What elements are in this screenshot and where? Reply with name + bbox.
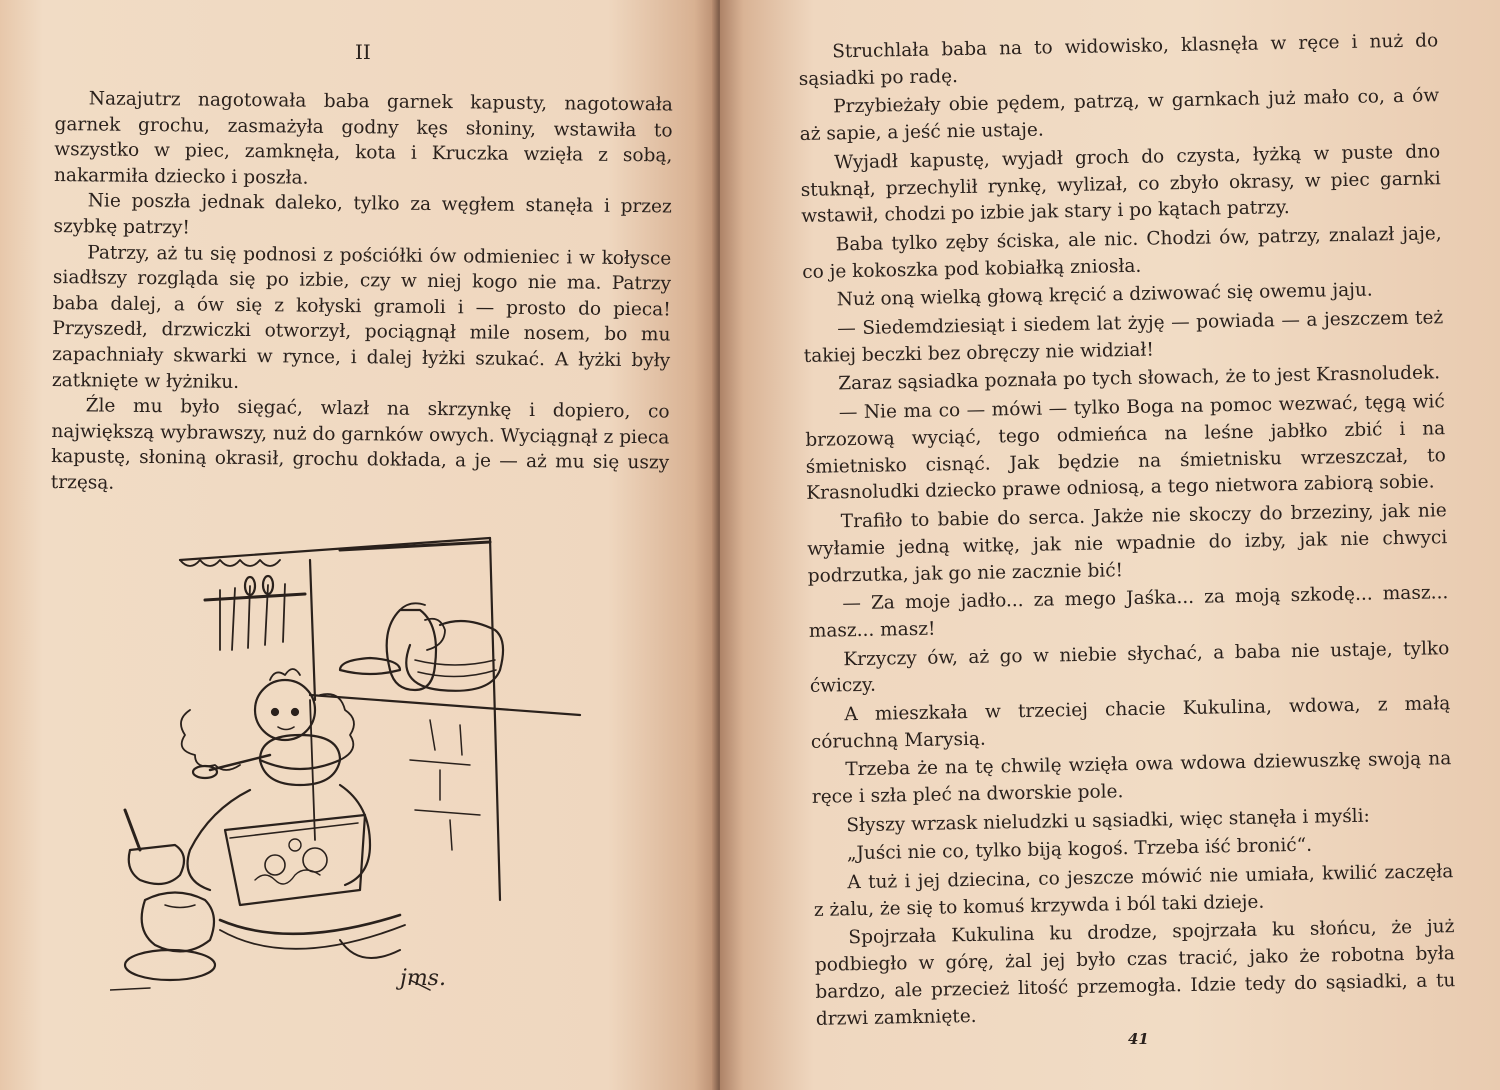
right-paragraph-7: Zaraz sąsiadka poznała po tych słowach, że to jest Krasnoludek. xyxy=(838,362,1441,395)
right-paragraph-17: Spojrzała Kukulina ku drodze, spojrzała ku słońcu, że już podbiegło w górę, żal jej było czas tracić, jako że robotna była bardzo, ale przecież litość przemogła. Idzie tedy do sąsiadki, a tu drzwi zamknięte. xyxy=(814,916,1456,1030)
changeling-eating-illustration xyxy=(110,520,590,1020)
right-paragraph-5: Nuż oną wielką głową kręcić a dziwować się owemu jaju. xyxy=(836,279,1373,311)
left-paragraph-4: Źle mu było sięgać, wlazł na skrzynkę i dopiero, co największą wybrawszy, nuż do garnków owych. Wyciągnął z pieca kapustę, słoniną okrasił, grochu dokłada, a je — aż mu się uszy trzęsą. xyxy=(50,395,670,494)
right-paragraph-2: Przybieżały obie pędem, patrzą, w garnkach już mało co, a ów aż sapie, a jeść nie ustaje. xyxy=(799,85,1440,146)
right-paragraph-4: Baba tylko zęby ściska, ale nic. Chodzi ów, patrzy, znalazł jaje, co je kokoszka pod kobiałką zniosła. xyxy=(802,223,1442,283)
left-page xyxy=(0,0,716,1090)
right-paragraph-8: — Nie ma co — mówi — tylko Boga na pomoc wezwać, tęgą wić brzozową wyciąć, tego odmieńca na leśne jabłko zbić i na śmietnisko cisnąć. Jak będzie na śmietnisku wrzeszczał, to Krasnoludki dziecko prawe odniosą, a tego nietwora zabiorą sobie. xyxy=(805,391,1446,505)
right-paragraph-16: A tuż i jej dziecina, co jeszcze mówić nie umiała, kwilić zaczęła z żalu, że się to komuś krzywda i ból taki dzieje. xyxy=(813,860,1454,921)
right-paragraph-12: A mieszkała w trzeciej chacie Kukulina, wdowa, z małą córuchną Marysią. xyxy=(810,693,1451,753)
chapter-heading: II xyxy=(355,40,371,64)
right-paragraph-13: Trzeba że na tę chwilę wzięła owa wdowa dziewuszkę swoją na ręce i szła pleć na dworskie pole. xyxy=(811,748,1452,808)
right-paragraph-11: Krzyczy ów, aż go w niebie słychać, a baba nie ustaje, tylko ćwiczy. xyxy=(809,637,1450,698)
left-paragraph-3: Patrzy, aż tu się podnosi z pościółki ów odmieniec i w kołysce siadłszy rozgląda się po izbie, czy w niej kogo nie ma. Patrzy baba dalej, a ów się z kołyski gramoli i — prosto do pieca! Przyszedł, drzwiczki otworzył, pociągnął mile nosem, bo mu zapachniały skwarki w rynce, i dalej łyżki szukać. A łyżki były zatknięte w łyżniku. xyxy=(51,241,672,393)
right-paragraph-14: Słyszy wrzask nieludzki u sąsiadki, więc stanęła i myśli: xyxy=(846,805,1370,836)
right-paragraph-1: Struchlała baba na to widowisko, klasnęła w ręce i nuż do sąsiadki po radę. xyxy=(798,30,1439,90)
left-paragraph-1: Nazajutrz nagotowała baba garnek kapusty, nagotowała garnek grochu, zasmażyła godny kęs słoniny, wstawiła to wszystko w piec, zamknęła, kota i Kruczka wzięła z sobą, nakarmiła dziecko i poszła. xyxy=(53,88,673,189)
left-page-text xyxy=(51,86,673,502)
right-paragraph-15: „Juści nie co, tylko biją kogoś. Trzeba iść bronić“. xyxy=(846,834,1313,865)
right-paragraph-6: — Siedemdziesiąt i siedem lat żyję — powiada — a jeszczem też takiej beczki bez obręczy nie widział! xyxy=(803,307,1444,367)
left-paragraph-2: Nie poszła jednak daleko, tylko za węgłem stanęła i przez szybkę patrzy! xyxy=(53,190,672,239)
right-paragraph-10: — Za moje jadło... za mego Jaśka... za moją szkodę... masz... masz... masz! xyxy=(808,582,1449,642)
right-page-text xyxy=(798,28,1456,1035)
right-paragraph-9: Trafiło to babie do serca. Jakże nie skoczy do brzeziny, jak nie wyłamie jedną witkę, jak nie wpadnie do izby, jak nie chwyci podrzutka, jak go nie zacznie bić! xyxy=(807,500,1448,587)
illustration-signature: jms. xyxy=(400,966,446,991)
right-paragraph-3: Wyjadł kapustę, wyjadł groch do czysta, łyżką w puste dno stuknął, przechylił rynkę, wylizał, co zbyło okrasy, w piec garnki wstawił, chodzi po izbie jak stary i po kątach patrzy. xyxy=(800,141,1441,228)
page-number: 41 xyxy=(1128,1030,1149,1048)
